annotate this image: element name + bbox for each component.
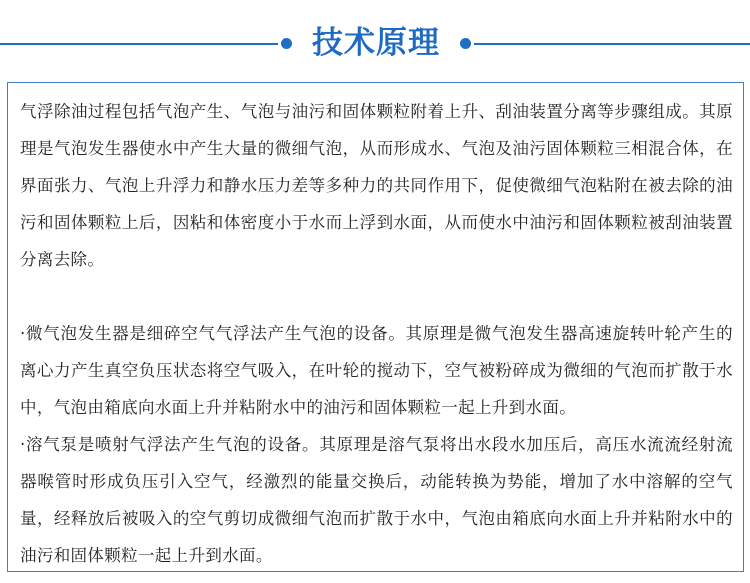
dissolved-air-pump-paragraph: ·溶气泵是喷射气浮法产生气泡的设备。其原理是溶气泵将出水段水加压后，高压水流流经射流器喉管时形成负压引入空气，经激烈的能量交换后，动能转换为势能，增加了水中溶解的空气量，经释放后被吸入的空气剪切成微细气泡而扩散于水中，气泡由箱底向水面上升并粘附水中的油污和固体颗粒一起上升到水面。 <box>20 435 733 565</box>
header-dot-left <box>281 38 292 49</box>
header-divider-left <box>0 43 278 45</box>
microbubble-generator-paragraph: ·微气泡发生器是细碎空气气浮法产生气泡的设备。其原理是微气泡发生器高速旋转叶轮产生的离心力产生真空负压状态将空气吸入，在叶轮的搅动下，空气被粉碎成为微细的气泡而扩散于水中，气泡由箱底向水面上升并粘附水中的油污和固体颗粒一起上升到水面。 <box>20 324 733 417</box>
section-title: 技术原理 <box>312 25 440 61</box>
content-box <box>7 82 744 572</box>
header-divider-right <box>474 43 750 45</box>
intro-paragraph: 气浮除油过程包括气泡产生、气泡与油污和固体颗粒附着上升、刮油装置分离等步骤组成。其原理是气泡发生器使水中产生大量的微细气泡，从而形成水、气泡及油污固体颗粒三相混合体，在界面张力、气泡上升浮力和静水压力差等多种力的共同作用下，促使微细气泡粘附在被去除的油污和固体颗粒上后，因粘和体密度小于水而上浮到水面，从而使水中油污和固体颗粒被刮油装置分离去除。 <box>20 102 733 269</box>
header-dot-right <box>460 38 471 49</box>
paragraph-gap <box>20 278 733 315</box>
